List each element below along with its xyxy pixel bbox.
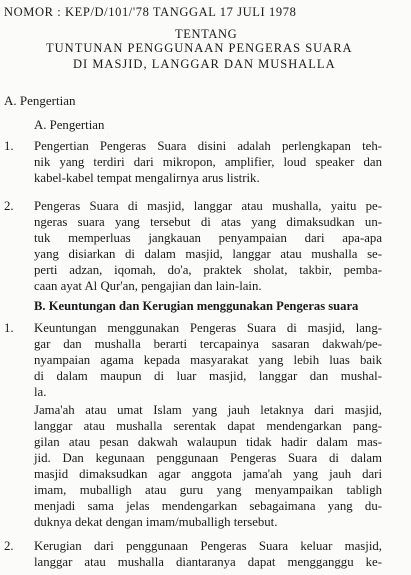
title-line-2: DI MASJID, LANGGAR DAN MUSHALLA bbox=[73, 57, 336, 71]
paragraph-line: duknya dekat dengan imam/muballigh tersebut. bbox=[34, 515, 278, 529]
paragraph-line: nyampaian agama kepada masyarakat yang lebih luas baik bbox=[34, 353, 382, 367]
paragraph-line: Jama'ah atau umat Islam yang jauh letaknya dari masjid, bbox=[34, 403, 382, 417]
paragraph-line: la. bbox=[34, 385, 47, 399]
paragraph-line: ngeras suara yang tersebut di atas yang dimaksudkan un- bbox=[34, 215, 382, 229]
item-number: 2. bbox=[4, 199, 14, 213]
tentang-label: TENTANG bbox=[175, 27, 238, 41]
paragraph-line: perti adzan, iqomah, do'a, praktek sholat, takbir, pemba- bbox=[34, 263, 382, 277]
item-number: 2. bbox=[4, 539, 14, 553]
paragraph-line: tuk memperluas jangkauan penyampaian dari apa-apa bbox=[34, 231, 382, 245]
section-a-subheading: A. Pengertian bbox=[34, 118, 105, 132]
paragraph-line: caan ayat Al Qur'an, pengajian dan lain-lain. bbox=[34, 279, 262, 293]
paragraph-line: menjadi sama jelas mendengarkan sebagaimana yang du- bbox=[34, 499, 382, 513]
title-line-1: TUNTUNAN PENGGUNAAN PENGERAS SUARA bbox=[46, 41, 353, 55]
paragraph-line: gar dan mushalla berarti tercapainya sasaran dakwah/pe- bbox=[34, 337, 382, 351]
item-number: 1. bbox=[4, 321, 14, 335]
item-number: 1. bbox=[4, 139, 14, 153]
paragraph-line: jid. Dan kegunaan penggunaan Pengeras Suara di dalam bbox=[34, 451, 382, 465]
paragraph-line: langgar atau mushalla diantaranya dapat mengganggu ke- bbox=[34, 555, 382, 569]
paragraph-line: kabel-kabel tempat mengalirnya arus listrik. bbox=[34, 171, 260, 185]
section-b-heading: B. Keuntungan dan Kerugian menggunakan Pengeras suara bbox=[34, 299, 359, 313]
paragraph-line: imam, muballigh atau guru yang menyampaikan tabligh bbox=[34, 483, 382, 497]
paragraph-line: masjid dimaksudkan agar anggota jama'ah yang jauh dari bbox=[34, 467, 382, 481]
paragraph-line: Pengeras Suara di masjid, langgar atau mushalla, yaitu pe- bbox=[34, 199, 382, 213]
paragraph-line: langgar atau mushalla serentak dapat mendengarkan pang- bbox=[34, 419, 382, 433]
paragraph-line: Keuntungan menggunakan Pengeras Suara di masjid, lang- bbox=[34, 321, 382, 335]
nomor-line: NOMOR : KEP/D/101/'78 TANGGAL 17 JULI 1978 bbox=[4, 5, 297, 19]
paragraph-line: gilan atau pesan dakwah walaupun tidak hadir dalam mas- bbox=[34, 435, 382, 449]
paragraph-line: Pengertian Pengeras Suara disini adalah perlengkapan teh- bbox=[34, 139, 382, 153]
paragraph-line: yang disiarkan di dalam masjid, langgar atau mushalla se- bbox=[34, 247, 382, 261]
paragraph-line: di dalam maupun di luar masjid, langgar dan mushal- bbox=[34, 369, 382, 383]
paragraph-line: Kerugian dari penggunaan Pengeras Suara keluar masjid, bbox=[34, 539, 382, 553]
paragraph-line: nik yang terdiri dari mikropon, amplifier, loud speaker dan bbox=[34, 155, 382, 169]
section-a-heading: A. Pengertian bbox=[4, 93, 76, 108]
